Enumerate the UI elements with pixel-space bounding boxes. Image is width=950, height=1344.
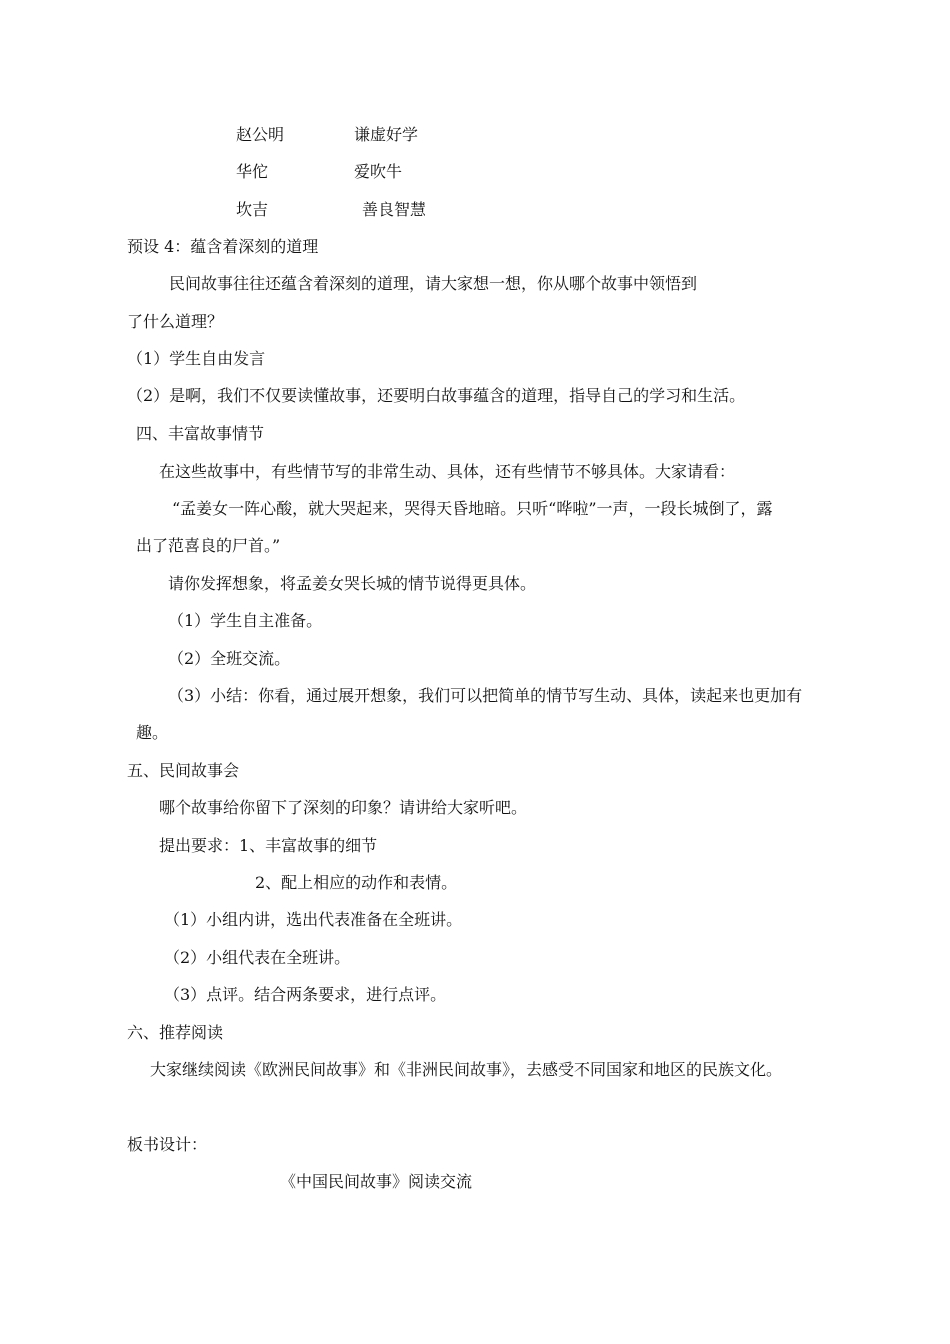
preset4-step-1: （1）学生自由发言 (127, 349, 266, 368)
character-name: 华佗 (236, 162, 269, 181)
section4-step-3-line1: （3）小结：你看，通过展开想象，我们可以把简单的情节写生动、具体，读起来也更加有 (168, 686, 803, 705)
character-name: 坎吉 (236, 200, 269, 219)
preset4-step-2: （2）是啊，我们不仅要读懂故事，还要明白故事蕴含的道理，指导自己的学习和生活。 (127, 386, 746, 405)
preset4-paragraph-line2: 了什么道理？ (127, 312, 224, 331)
section4-heading: 四、丰富故事情节 (136, 424, 265, 443)
preset4-paragraph-line1: 民间故事往往还蕴含着深刻的道理，请大家想一想，你从哪个故事中领悟到 (169, 274, 698, 293)
character-trait: 善良智慧 (362, 200, 427, 219)
matching-row-1 (0, 124, 950, 146)
matching-row-2 (0, 161, 950, 183)
board-design-title: 《中国民间故事》阅读交流 (280, 1172, 473, 1191)
section5-requirement-2: 2、配上相应的动作和表情。 (255, 873, 458, 892)
section5-heading: 五、民间故事会 (127, 761, 240, 780)
section6-text: 大家继续阅读《欧洲民间故事》和《非洲民间故事》，去感受不同国家和地区的民族文化。 (150, 1060, 783, 1079)
section5-requirement-1: 提出要求：1、丰富故事的细节 (159, 836, 378, 855)
section5-question: 哪个故事给你留下了深刻的印象？请讲给大家听吧。 (159, 798, 528, 817)
character-name: 赵公明 (236, 125, 285, 144)
section4-step-2: （2）全班交流。 (168, 649, 291, 668)
section4-intro: 在这些故事中，有些情节写的非常生动、具体，还有些情节不够具体。大家请看： (159, 462, 736, 481)
section4-quote-line2: 出了范喜良的尸首。” (136, 536, 281, 555)
section5-step-2: （2）小组代表在全班讲。 (164, 948, 351, 967)
character-trait: 谦虚好学 (354, 125, 419, 144)
section5-step-3: （3）点评。结合两条要求，进行点评。 (164, 985, 447, 1004)
preset4-heading: 预设 4：蕴含着深刻的道理 (127, 237, 319, 256)
matching-row-3 (0, 199, 950, 221)
character-trait: 爱吹牛 (354, 162, 403, 181)
section4-step-1: （1）学生自主准备。 (168, 611, 323, 630)
section5-step-1: （1）小组内讲，选出代表准备在全班讲。 (164, 910, 463, 929)
section4-quote-line1: “孟姜女一阵心酸，就大哭起来，哭得天昏地暗。只听“哗啦”一声，一段长城倒了，露 (172, 499, 773, 518)
board-design-label: 板书设计： (127, 1135, 208, 1154)
section4-step-3-line2: 趣。 (136, 723, 169, 742)
section4-task: 请你发挥想象，将孟姜女哭长城的情节说得更具体。 (168, 574, 537, 593)
section6-heading: 六、推荐阅读 (127, 1023, 224, 1042)
